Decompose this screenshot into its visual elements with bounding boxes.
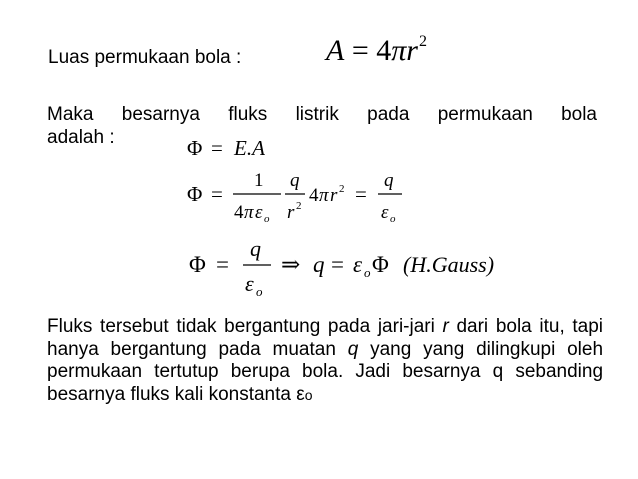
radius-r: r	[287, 202, 295, 223]
coefficient-four: 4	[309, 185, 319, 206]
conclusion-text: konstanta	[208, 383, 297, 405]
equals-sign: =	[211, 136, 223, 160]
phi-symbol: Φ	[187, 182, 203, 206]
equals-sign: =	[331, 252, 344, 277]
flux-rhs: E.A	[234, 136, 265, 160]
conclusion-paragraph	[47, 316, 603, 406]
conclusion-text: bola itu, tapi hanya bergantung pada muatan	[47, 316, 604, 360]
denominator-four: 4	[234, 202, 244, 223]
epsilon-symbol: ε	[381, 202, 389, 223]
equation-flux-derivation	[187, 170, 402, 225]
area-label: Luas permukaan bola :	[48, 47, 242, 68]
pi-symbol: π	[391, 34, 407, 67]
epsilon-symbol: ε	[353, 252, 363, 277]
pi-symbol: π	[244, 202, 254, 223]
charge-q: q	[290, 170, 300, 191]
radius-symbol: r	[442, 316, 449, 337]
fraction-numerator-one: 1	[254, 170, 264, 191]
conclusion-text: Jadi besarnya q sebanding besarnya fluks kali	[47, 361, 604, 405]
intro-line-1: Maka besarnya fluks listrik pada permukaan bola	[47, 104, 597, 125]
equals-sign: =	[351, 34, 369, 67]
epsilon-symbol: ε	[255, 202, 263, 223]
phi-symbol: Φ	[189, 252, 206, 277]
phi-symbol: Φ	[372, 252, 389, 277]
phi-symbol: Φ	[187, 136, 203, 160]
charge-q: q	[250, 236, 261, 261]
epsilon-subscript: o	[304, 386, 313, 403]
equals-sign: =	[211, 182, 223, 206]
exponent: 2	[418, 33, 427, 50]
conclusion-text: dari	[448, 316, 489, 337]
charge-symbol: q	[347, 338, 359, 360]
equation-flux-definition	[187, 136, 265, 160]
charge-q: q	[384, 170, 394, 191]
exponent-two: 2	[296, 200, 302, 212]
conclusion-text: Fluks tersebut tidak bergantung pada jari-jari	[47, 316, 443, 337]
epsilon-subscript: o	[264, 213, 270, 225]
pi-symbol: π	[319, 185, 329, 206]
intro-line-2: adalah :	[47, 127, 115, 148]
epsilon-subscript: o	[364, 265, 371, 280]
epsilon-symbol: ε	[245, 271, 254, 296]
radius-r: r	[330, 185, 338, 206]
equation-gauss-law	[189, 236, 494, 299]
epsilon-subscript: o	[256, 284, 263, 299]
exponent-two: 2	[339, 183, 345, 195]
equals-sign: =	[355, 182, 367, 206]
implies-arrow: ⇒	[281, 252, 301, 277]
epsilon-symbol: ε	[296, 383, 305, 405]
equals-sign: =	[216, 252, 229, 277]
coefficient: 4	[376, 34, 392, 67]
charge-q: q	[313, 252, 325, 277]
gauss-law-label: (H.Gauss)	[403, 252, 495, 277]
conclusion-text: yang dilingkupi oleh permukaan tertutup berupa bola.	[47, 338, 604, 383]
epsilon-subscript: o	[390, 213, 396, 225]
radius-symbol: r	[406, 34, 418, 67]
area-symbol: A	[326, 34, 345, 67]
conclusion-text: yang	[358, 338, 412, 360]
